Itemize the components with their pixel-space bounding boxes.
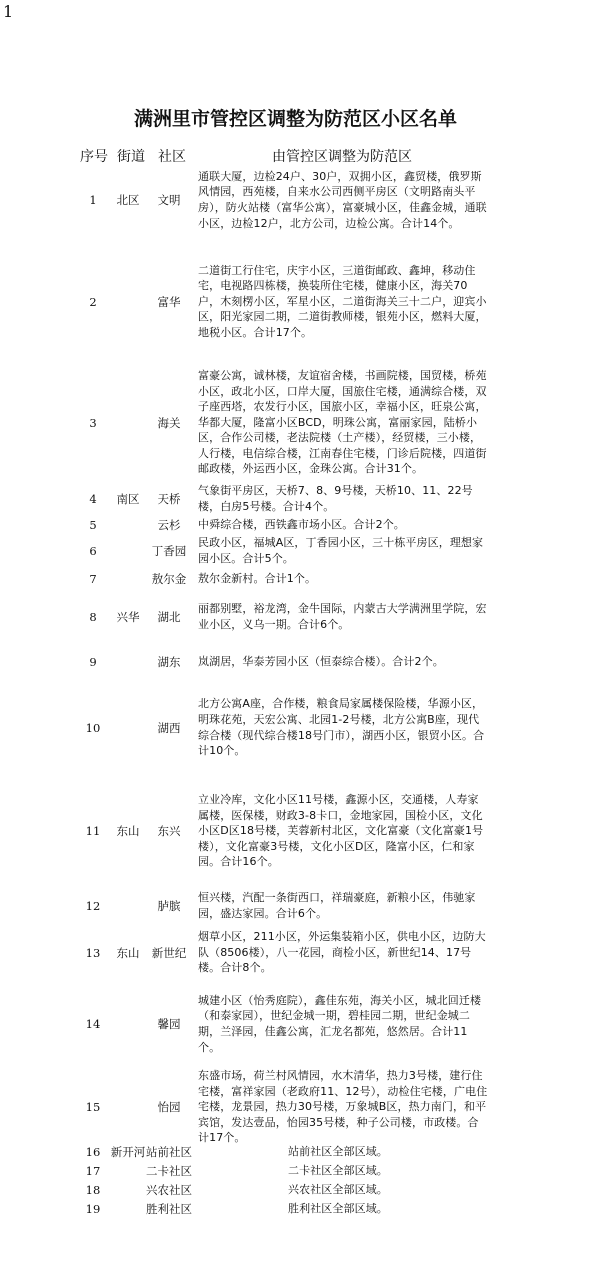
row-street <box>110 1202 146 1216</box>
row-list-text: 二卡社区全部区域。 <box>288 1164 388 1178</box>
row-street <box>110 1164 146 1178</box>
row-list-text: 立业冷库，文化小区11号楼，鑫源小区，交通楼，人寿家属楼，医保楼，财政3-8卡口，金地家园，国检小区，文化小区D区18号楼，芙蓉新村北区，文化富豪（文化富豪1号楼），文化富豪3号楼，文化小区D区，隆富小区，仁和家园。合计16个。 <box>198 793 484 869</box>
row-community: 敖尔金 <box>151 572 187 586</box>
document-title: 满洲里市管控区调整为防范区小区名单 <box>133 108 457 130</box>
row-list-text: 气象街平房区，天桥7、8、9号楼，天桥10、11、22号楼，白房5号楼。合计4个。 <box>198 484 473 513</box>
row-list-text: 民政小区，福城A区，丁香园小区，三十栋平房区，理想家园小区。合计5个。 <box>198 536 484 565</box>
row-community: 兴农社区 <box>146 1183 192 1197</box>
table-row <box>0 362 591 483</box>
row-community: 胪膑 <box>157 898 181 913</box>
row-street <box>110 263 146 340</box>
row-community: 二卡社区 <box>146 1164 192 1178</box>
row-list <box>198 535 488 567</box>
row-seq: 14 <box>85 1017 101 1031</box>
table-row <box>0 1164 591 1178</box>
row-street <box>110 517 146 532</box>
row-list-text: 中舜综合楼，西铁鑫市场小区。合计2个。 <box>198 517 405 531</box>
row-list <box>198 601 488 632</box>
header-street: 街道 <box>117 149 145 165</box>
row-list-text: 城建小区（怡秀庭院），鑫佳东苑，海关小区，城北回迁楼（和泰家园），世纪金城一期，碧桂园二期，世纪金城二期，兰泽园，佳鑫公寓，汇龙名都苑，悠然居。合计11个。 <box>198 993 482 1054</box>
row-street: 南区 <box>116 492 140 506</box>
row-seq: 16 <box>85 1145 101 1159</box>
table-row <box>0 163 591 237</box>
table-row <box>0 931 591 974</box>
table-row <box>0 696 591 759</box>
row-community: 怡园 <box>157 1100 181 1114</box>
row-community: 馨园 <box>157 1017 181 1031</box>
row-community: 东兴 <box>157 824 181 838</box>
row-seq: 8 <box>89 609 97 624</box>
table-row <box>0 517 591 532</box>
row-list <box>198 931 488 974</box>
row-list-text: 丽都别墅，裕龙湾，金牛国际，内蒙古大学满洲里学院，宏业小区，义乌一期。合计6个。 <box>198 601 487 631</box>
row-seq: 5 <box>89 517 97 532</box>
row-list <box>198 1202 488 1216</box>
header-list: 由管控区调整为防范区 <box>272 149 412 165</box>
table-row <box>0 654 591 670</box>
row-seq: 13 <box>85 945 101 960</box>
row-seq: 3 <box>89 415 97 430</box>
row-list-text: 站前社区全部区域。 <box>288 1145 388 1159</box>
row-community: 新世纪 <box>151 945 187 960</box>
row-street <box>110 696 146 759</box>
row-community: 湖东 <box>157 655 181 669</box>
table-row <box>0 535 591 567</box>
row-seq: 7 <box>89 572 97 586</box>
row-list <box>198 163 488 237</box>
row-street <box>110 1183 146 1197</box>
row-list <box>198 696 488 759</box>
row-list-text: 岚湖居，华泰芳园小区（恒泰综合楼）。合计2个。 <box>198 655 444 669</box>
row-seq: 4 <box>89 492 97 506</box>
row-list-text: 胜利社区全部区域。 <box>288 1202 388 1216</box>
row-list-text: 东盛市场，荷兰村风情园，水木清华，热力3号楼，建行住宅楼，富祥家园（老政府11、12号），动检住宅楼，广电住宅楼，龙景园，热力30号楼，万象城B区，热力南门，和平宾馆，发达壹品，怡园35号楼，种子公司楼，市政楼。合计17个。 <box>198 1069 488 1145</box>
row-list-text: 二道街工行住宅，庆宇小区，三道街邮政、鑫坤，移动住宅，电视路四栋楼，换装所住宅楼，健康小区，海关70户，木刻楞小区，军星小区，二道街海关三十二户，迎宾小区，阳光家园二期，二道街教师楼，银苑小区，燃料大厦，地税小区。合计17个。 <box>198 263 487 339</box>
row-list <box>198 1164 488 1178</box>
row-list <box>198 654 488 670</box>
row-community: 海关 <box>157 415 181 430</box>
row-list <box>198 362 488 483</box>
table-row <box>0 890 591 921</box>
row-seq: 1 <box>89 193 97 207</box>
row-list-text: 通联大厦，边检24户、30户，双拥小区，鑫贸楼，俄罗斯风情园，西苑楼，自来水公司西侧平房区（文明路南头平房），防火站楼（富华公寓），富豪城小区，佳鑫金城，通联小区，边检12户，北方公司，边检公寓。合计14个。 <box>198 169 487 230</box>
row-street <box>110 890 146 921</box>
row-street: 东山 <box>116 824 140 838</box>
header-seq: 序号 <box>80 149 108 165</box>
row-street <box>110 362 146 483</box>
row-community: 湖西 <box>157 720 181 735</box>
row-list <box>198 517 488 532</box>
row-street <box>110 535 146 567</box>
row-list-text: 北方公寓A座，合作楼，粮食局家属楼保险楼，华源小区，明珠花苑，天宏公寓、北园1-2号楼，北方公寓B座，现代综合楼（现代综合楼18号门市），湖西小区，银贸小区。合计10个。 <box>198 697 485 758</box>
row-list-text: 敖尔金新村。合计1个。 <box>198 572 317 586</box>
row-seq: 2 <box>89 294 97 309</box>
row-seq: 18 <box>85 1183 101 1197</box>
table-row <box>0 484 591 514</box>
page-number: 1 <box>3 2 14 21</box>
row-seq: 9 <box>89 655 97 669</box>
row-street <box>110 571 146 587</box>
row-list <box>198 795 488 867</box>
table-row <box>0 795 591 867</box>
row-street <box>110 1071 146 1143</box>
row-seq: 10 <box>85 720 101 735</box>
table-row <box>0 263 591 340</box>
row-list <box>198 571 488 587</box>
row-seq: 12 <box>85 898 101 913</box>
row-list <box>198 995 488 1053</box>
row-community: 丁香园 <box>151 544 187 558</box>
table-row <box>0 1071 591 1143</box>
row-seq: 15 <box>85 1100 101 1114</box>
row-list <box>198 890 488 921</box>
row-community: 文明 <box>157 193 181 207</box>
row-street: 北区 <box>116 193 140 207</box>
row-street: 东山 <box>116 945 140 960</box>
table-row <box>0 1145 591 1159</box>
row-list-text: 恒兴楼，汽配一条街西口，祥瑞豪庭，新粮小区，伟驰家园，盛达家园。合计6个。 <box>198 890 476 920</box>
row-community: 富华 <box>157 294 181 309</box>
row-list-text: 兴农社区全部区域。 <box>288 1183 388 1197</box>
row-list <box>198 263 488 340</box>
row-community: 云杉 <box>157 517 181 532</box>
table-row <box>0 1202 591 1216</box>
row-list-text: 富豪公寓，诚林楼，友谊宿舍楼，书画院楼，国贸楼，桥苑小区，政北小区，口岸大厦，国旅住宅楼，通满综合楼，双子座西塔，农发行小区，国旅小区，幸福小区，旺泉公寓，华都大厦，隆富小区BCD，明珠公寓，富丽家园，陆桥小区，合作公司楼，老法院楼（土产楼），经贸楼，三小楼，人行楼，电信综合楼，江南春住宅楼，门诊后院楼，四道街邮政楼，外运西小区，金珠公寓。合计31个。 <box>198 368 487 476</box>
row-seq: 19 <box>85 1202 101 1216</box>
table-row <box>0 571 591 587</box>
row-seq: 17 <box>85 1164 101 1178</box>
row-list <box>198 1071 488 1143</box>
table-row <box>0 1183 591 1197</box>
row-street <box>110 995 146 1053</box>
row-community: 胜利社区 <box>146 1202 192 1216</box>
row-seq: 6 <box>89 544 97 558</box>
row-community: 站前社区 <box>146 1145 192 1159</box>
row-list <box>198 1183 488 1197</box>
table-row <box>0 601 591 632</box>
row-list-text: 烟草小区，211小区，外运集装箱小区，供电小区，边防大队（8506楼），八一花园，商检小区，新世纪14、17号楼。合计8个。 <box>198 930 486 975</box>
row-list <box>198 484 488 514</box>
row-seq: 11 <box>85 824 101 838</box>
header-community: 社区 <box>158 149 186 165</box>
row-street: 新开河 <box>110 1145 146 1159</box>
row-community: 天桥 <box>157 492 181 506</box>
row-street <box>110 654 146 670</box>
table-row <box>0 995 591 1053</box>
row-community: 湖北 <box>157 609 181 624</box>
row-street: 兴华 <box>116 609 140 624</box>
row-list <box>198 1145 488 1159</box>
